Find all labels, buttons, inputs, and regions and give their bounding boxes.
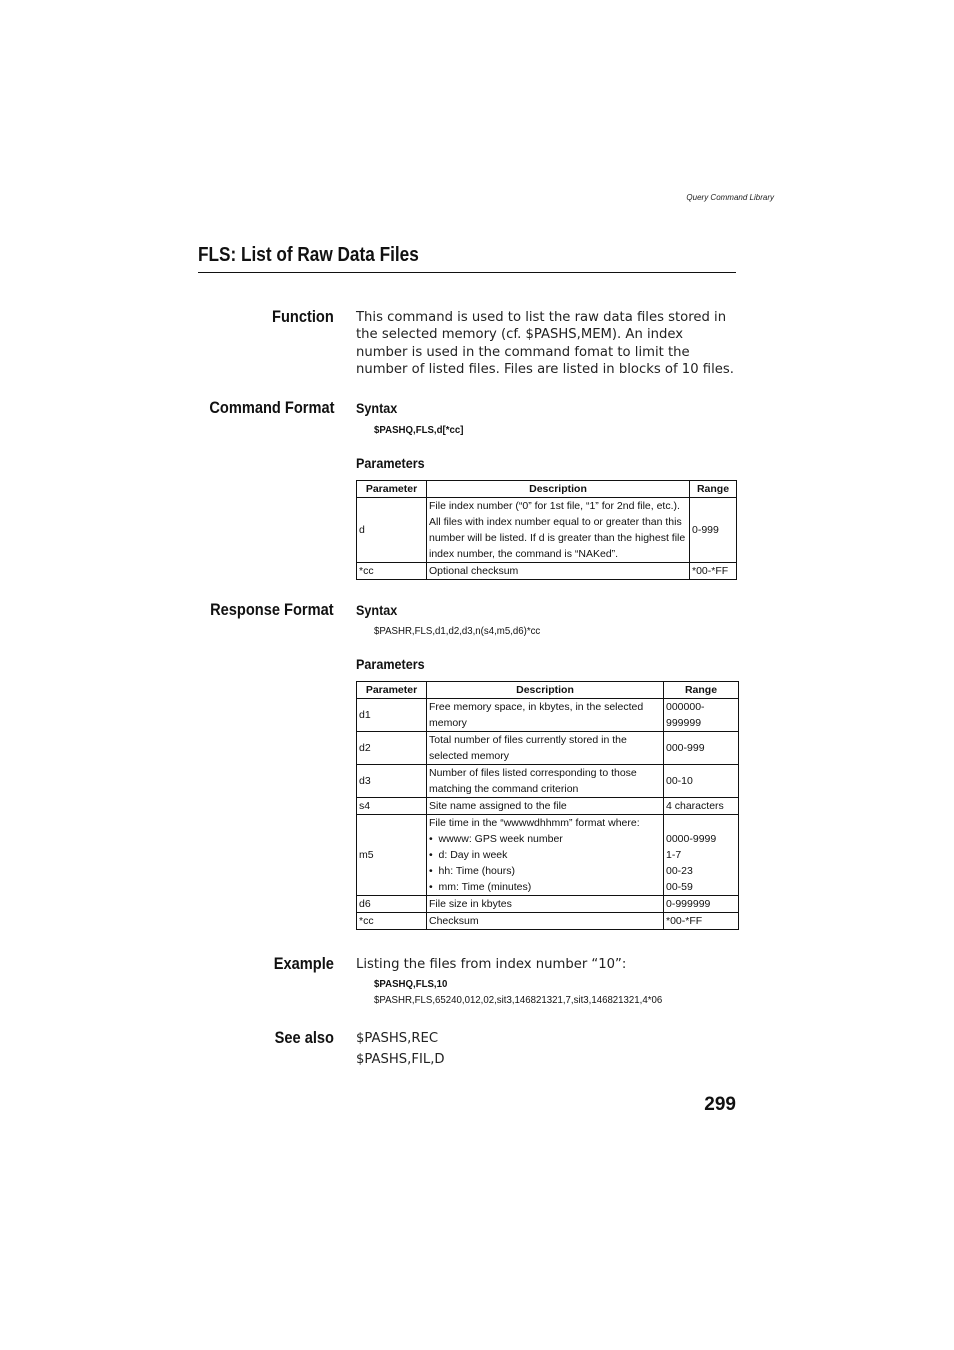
range-cell: 00-10: [664, 765, 739, 798]
param-cell: d6: [357, 896, 427, 913]
table-row: [357, 798, 739, 815]
see-also-list: [356, 1028, 445, 1070]
param-cell: d1: [357, 699, 427, 732]
command-syntax: $PASHQ,FLS,d[*cc]: [374, 424, 464, 436]
table-row: [357, 765, 739, 798]
example-command: $PASHQ,FLS,10: [374, 978, 448, 990]
param-cell: m5: [357, 815, 427, 896]
table-row: [357, 732, 739, 765]
param-cell: *cc: [357, 913, 427, 930]
example-label: Example: [273, 954, 334, 973]
range-cell: *00-*FF: [690, 563, 737, 580]
range-cell: 000000-999999: [664, 699, 739, 732]
m5-range: 1-7: [666, 849, 682, 861]
m5-range: 00-23: [666, 865, 693, 877]
header-range: Range: [690, 481, 737, 498]
page-title: FLS: List of Raw Data Files: [198, 244, 419, 266]
m5-bullet-list: [429, 831, 661, 895]
table-row: [357, 815, 739, 896]
m5-range: 0000-9999: [666, 833, 717, 845]
param-cell: s4: [357, 798, 427, 815]
response-parameters-heading: Parameters: [356, 656, 425, 672]
desc-cell: Checksum: [427, 913, 664, 930]
header-parameter: Parameter: [357, 682, 427, 699]
table-row: [357, 563, 737, 580]
desc-cell: Site name assigned to the file: [427, 798, 664, 815]
range-cell: 0-999: [690, 498, 737, 563]
table-row: [357, 913, 739, 930]
desc-cell: [427, 815, 664, 896]
param-cell: d: [357, 498, 427, 563]
param-cell: d3: [357, 765, 427, 798]
range-cell: 4 characters: [664, 798, 739, 815]
function-label: Function: [272, 307, 334, 326]
example-response: $PASHR,FLS,65240,012,02,sit3,146821321,7,sit3,146821321,4*06: [374, 994, 663, 1006]
table-header-row: [357, 481, 737, 498]
m5-desc-intro: File time in the “wwwwdhhmm” format where:: [429, 817, 640, 829]
range-cell: *00-*FF: [664, 913, 739, 930]
response-syntax-heading: Syntax: [356, 602, 398, 618]
command-format-label: Command Format: [208, 398, 334, 417]
see-also-label: See also: [274, 1028, 334, 1047]
response-format-label: Response Format: [210, 600, 334, 619]
page-number: 299: [704, 1094, 736, 1115]
table-row: [357, 699, 739, 732]
desc-cell: Free memory space, in kbytes, in the selected memory: [427, 699, 664, 732]
running-header: Query Command Library: [686, 193, 774, 202]
list-item: • wwww: GPS week number: [429, 831, 661, 847]
list-item: • hh: Time (hours): [429, 863, 661, 879]
list-item: • d: Day in week: [429, 847, 661, 863]
header-parameter: Parameter: [357, 481, 427, 498]
list-item: • mm: Time (minutes): [429, 879, 661, 895]
table-row: [357, 896, 739, 913]
desc-cell: Optional checksum: [427, 563, 690, 580]
param-cell: d2: [357, 732, 427, 765]
response-parameters-table: [356, 681, 739, 930]
table-row: [357, 498, 737, 563]
m5-range: 00-59: [666, 881, 693, 893]
header-description: Description: [427, 481, 690, 498]
example-text: Listing the files from index number “10”:: [356, 957, 627, 972]
see-also-link[interactable]: $PASHS,FIL,D: [356, 1052, 445, 1067]
header-description: Description: [427, 682, 664, 699]
title-rule: [198, 272, 736, 273]
param-cell: *cc: [357, 563, 427, 580]
table-header-row: [357, 682, 739, 699]
command-parameters-heading: Parameters: [356, 455, 425, 471]
response-syntax: $PASHR,FLS,d1,d2,d3,n(s4,m5,d6)*cc: [374, 625, 541, 637]
desc-cell: File size in kbytes: [427, 896, 664, 913]
command-parameters-table: [356, 480, 737, 580]
desc-cell: File index number (“0” for 1st file, “1” for 2nd file, etc.). All files with index number equal to or greater than this number will be listed. If d is greater than the highest file index number, the command is “NAKed”.: [427, 498, 690, 563]
desc-cell: Total number of files currently stored in the selected memory: [427, 732, 664, 765]
see-also-link[interactable]: $PASHS,REC: [356, 1031, 439, 1046]
command-syntax-heading: Syntax: [356, 400, 398, 416]
range-cell: 0-999999: [664, 896, 739, 913]
desc-cell: Number of files listed corresponding to those matching the command criterion: [427, 765, 664, 798]
header-range: Range: [664, 682, 739, 699]
range-cell: [664, 815, 739, 896]
range-cell: 000-999: [664, 732, 739, 765]
function-text: This command is used to list the raw data files stored in the selected memory (cf. $PASHS,MEM). An index number is used in the command fomat to limit the number of listed files. Files are listed in blocks of 10 files.: [356, 310, 734, 377]
